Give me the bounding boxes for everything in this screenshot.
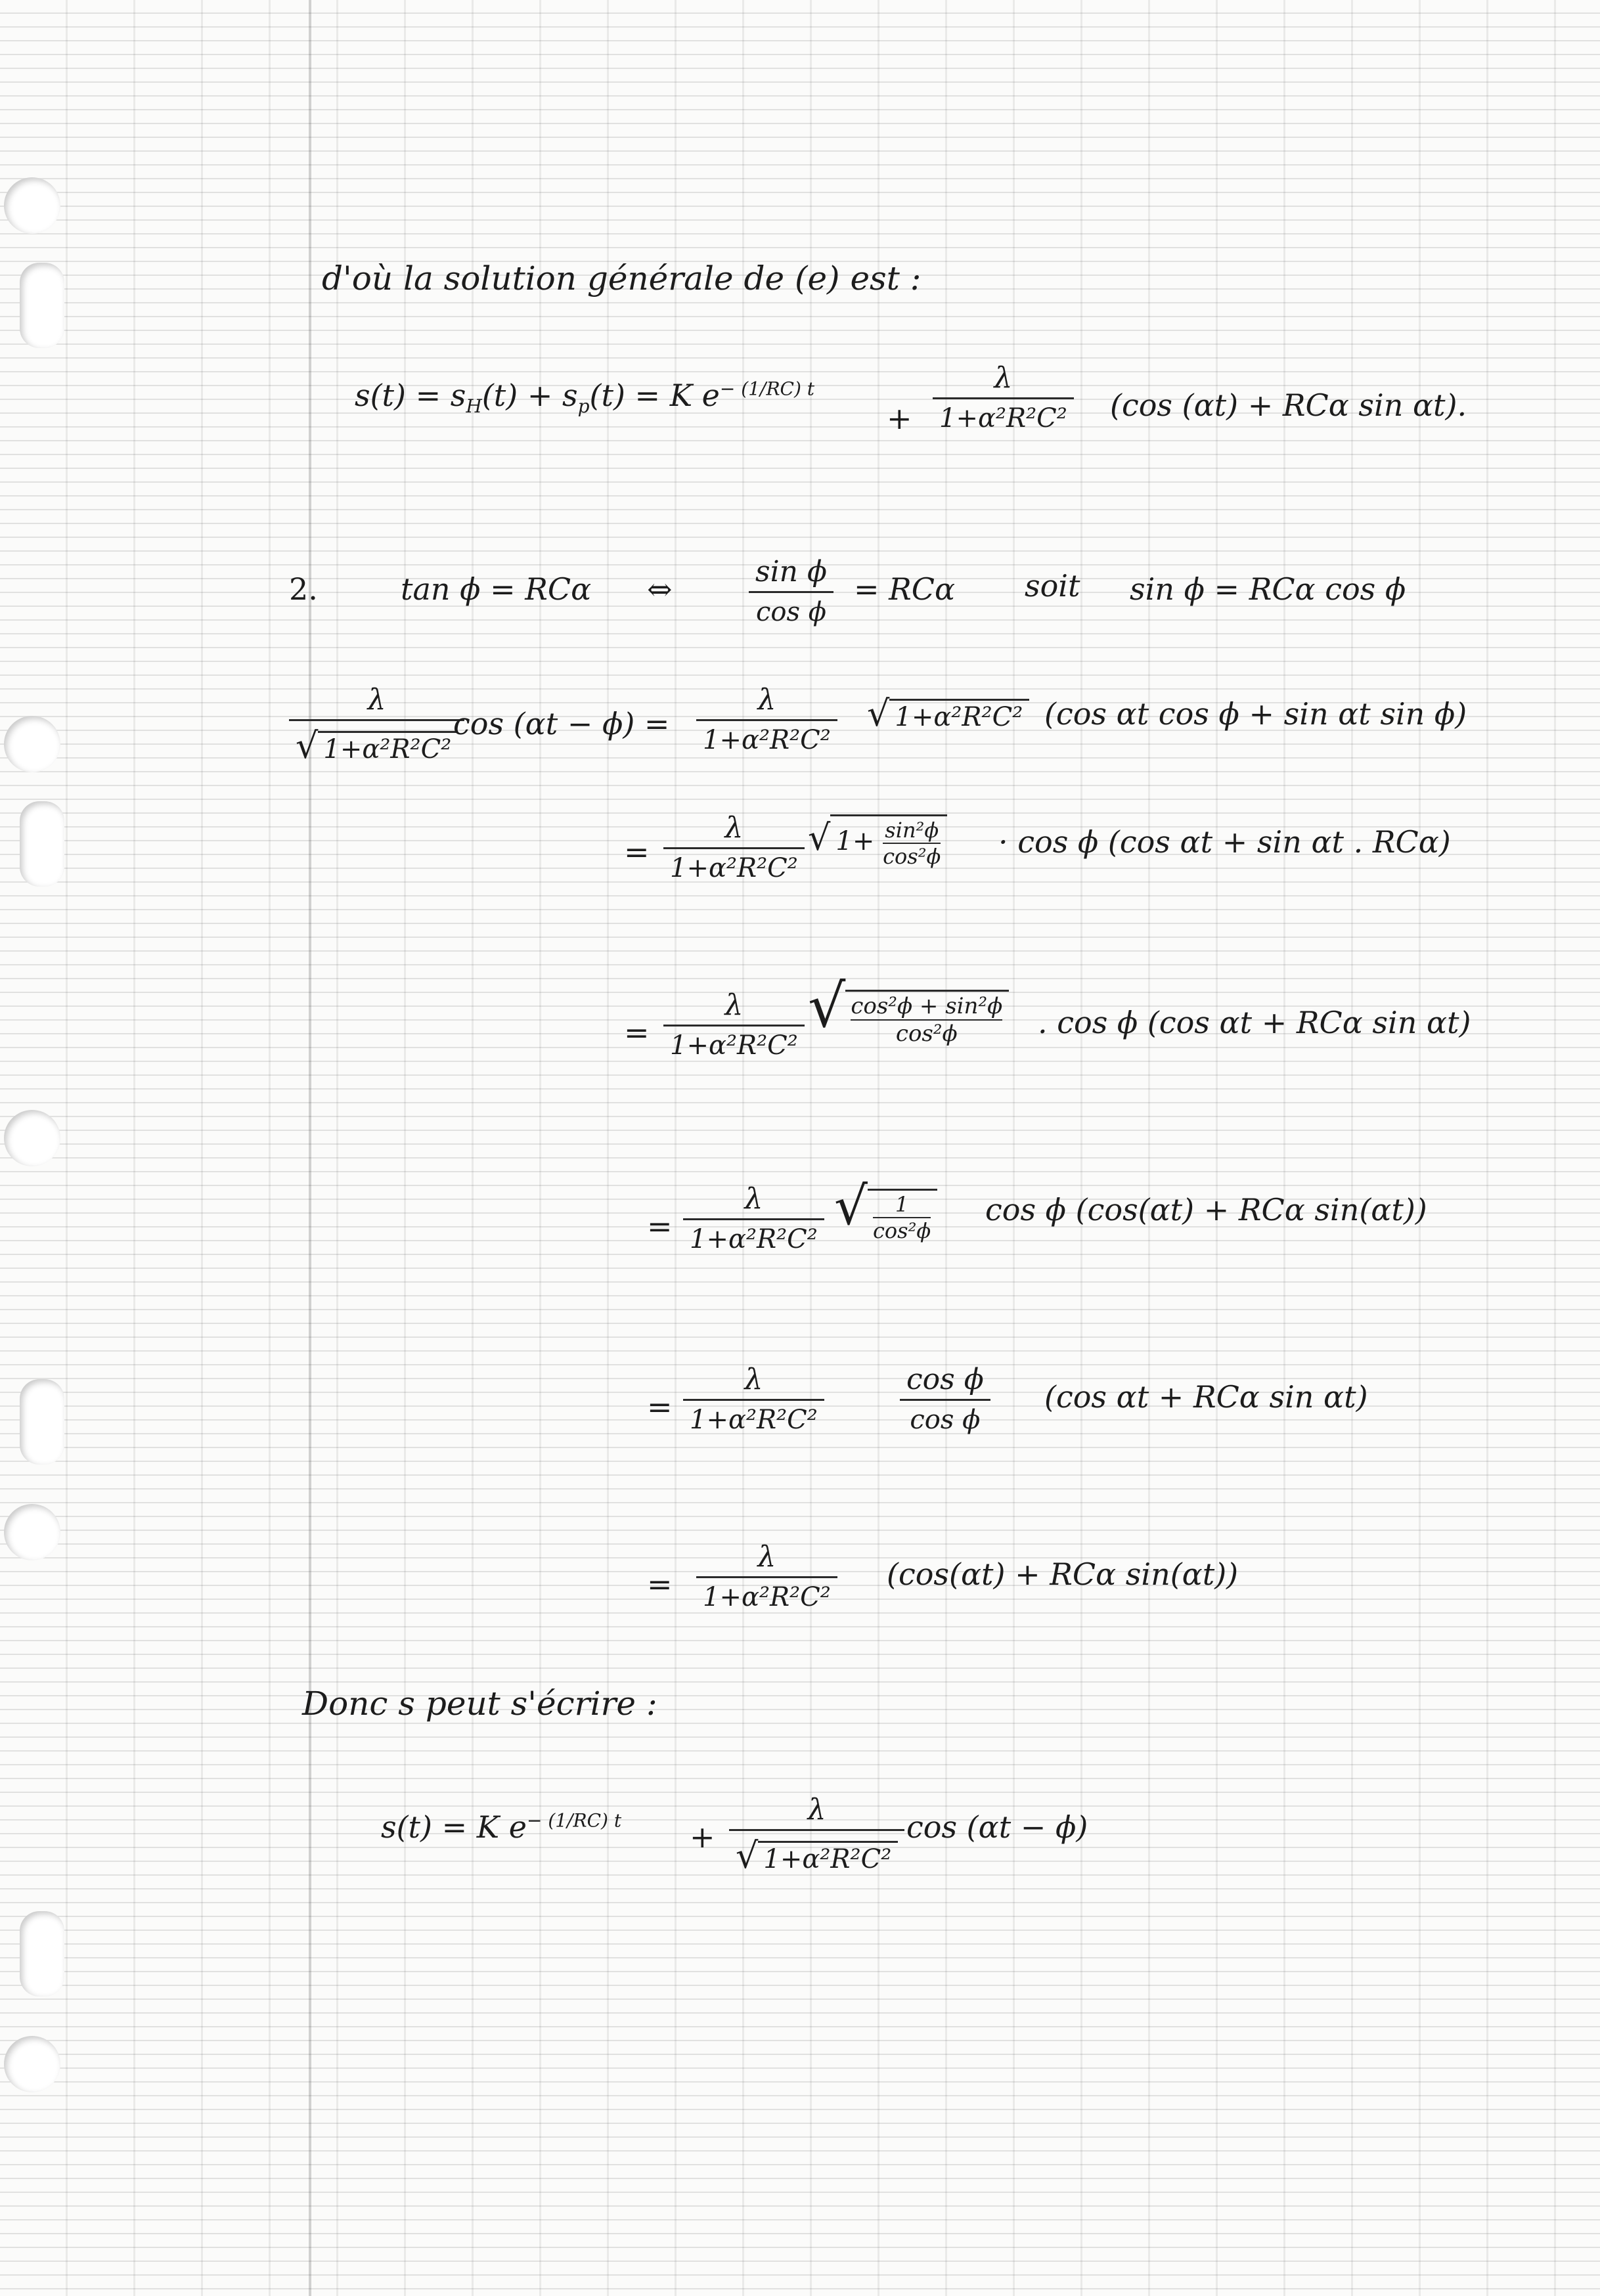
line3-rest: . cos ϕ (cos αt + RCα sin αt) bbox=[1038, 1005, 1471, 1040]
plus-sign: + bbox=[887, 401, 912, 436]
part-number: 2. bbox=[289, 571, 318, 607]
binder-slot bbox=[20, 263, 64, 348]
line5-rest: (cos αt + RCα sin αt) bbox=[1044, 1379, 1368, 1415]
final-fraction: λ √ 1+α²R²C² bbox=[729, 1793, 904, 1876]
tan-definition: tan ϕ = RCα bbox=[401, 571, 592, 607]
final-lhs: s(t) = K $e^{- (1/RC) t}$ bbox=[381, 1809, 622, 1845]
general-solution-fraction: λ 1+α²R²C² bbox=[933, 361, 1074, 433]
binder-hole bbox=[4, 177, 60, 234]
plus-sign: + bbox=[690, 1819, 715, 1855]
line4-sqrt: √ $\frac{1}{\text{cos²ϕ}}$ bbox=[834, 1176, 937, 1243]
line4-fraction: λ 1+α²R²C² bbox=[683, 1182, 824, 1254]
binder-hole bbox=[4, 1504, 60, 1560]
final-cos: cos (αt − ϕ) bbox=[906, 1809, 1088, 1845]
line4-rest: cos ϕ (cos(αt) + RCα sin(αt)) bbox=[985, 1192, 1427, 1227]
general-solution-lhs: $s(t) = s_H(t) + s_p(t) = K$ $e^{- (1/RC) t}$ bbox=[355, 378, 815, 418]
iff-symbol: ⇔ bbox=[647, 571, 673, 607]
binder-slot bbox=[20, 1379, 64, 1465]
equals-sign: = bbox=[647, 1389, 673, 1424]
margin-line bbox=[309, 0, 311, 2296]
intro-text: d'où la solution générale de (e) est : bbox=[322, 259, 922, 298]
cos-alpha-t-minus-phi: cos (αt − ϕ) = bbox=[453, 706, 670, 741]
line3-sqrt: √ $\frac{\text{cos²ϕ + sin²ϕ}}{\text{cos²ϕ}}$ bbox=[808, 972, 1009, 1047]
binder-hole bbox=[4, 716, 60, 772]
equals-sign: = bbox=[647, 1208, 673, 1244]
line1-fraction: λ 1+α²R²C² bbox=[696, 683, 837, 755]
sin-relation: sin ϕ = RCα cos ϕ bbox=[1130, 571, 1406, 607]
binder-hole bbox=[4, 1110, 60, 1166]
binder-slot bbox=[20, 1911, 64, 1997]
line2-sqrt: √ 1+ $\frac{\text{sin²ϕ}}{\text{cos²ϕ}}$ bbox=[808, 814, 947, 869]
line3-fraction: λ 1+α²R²C² bbox=[663, 988, 805, 1061]
equals-sign: = bbox=[624, 1015, 650, 1050]
soit-text: soit bbox=[1025, 568, 1080, 604]
eq-rca: = RCα bbox=[854, 571, 956, 607]
equals-sign: = bbox=[624, 834, 650, 870]
general-solution-paren: (cos (αt) + RCα sin αt). bbox=[1110, 387, 1467, 423]
line1-sqrt: √ 1+α²R²C² bbox=[867, 693, 1029, 734]
donc-text: Donc s peut s'écrire : bbox=[302, 1685, 657, 1723]
line6-rest: (cos(αt) + RCα sin(αt)) bbox=[887, 1556, 1239, 1592]
binder-slot bbox=[20, 801, 64, 887]
line1-paren: (cos αt cos ϕ + sin αt sin ϕ) bbox=[1044, 696, 1467, 732]
line5-fraction: λ 1+α²R²C² bbox=[683, 1363, 824, 1435]
lhs-fraction: λ √ 1+α²R²C² bbox=[289, 683, 464, 766]
line2-rest: · cos ϕ (cos αt + sin αt . RCα) bbox=[998, 824, 1451, 860]
line2-fraction: λ 1+α²R²C² bbox=[663, 811, 805, 883]
line6-fraction: λ 1+α²R²C² bbox=[696, 1540, 837, 1612]
binder-hole bbox=[4, 2036, 60, 2092]
cos-over-cos: cos ϕ cos ϕ bbox=[900, 1363, 990, 1435]
sin-over-cos: sin ϕ cos ϕ bbox=[749, 555, 833, 627]
equals-sign: = bbox=[647, 1566, 673, 1602]
